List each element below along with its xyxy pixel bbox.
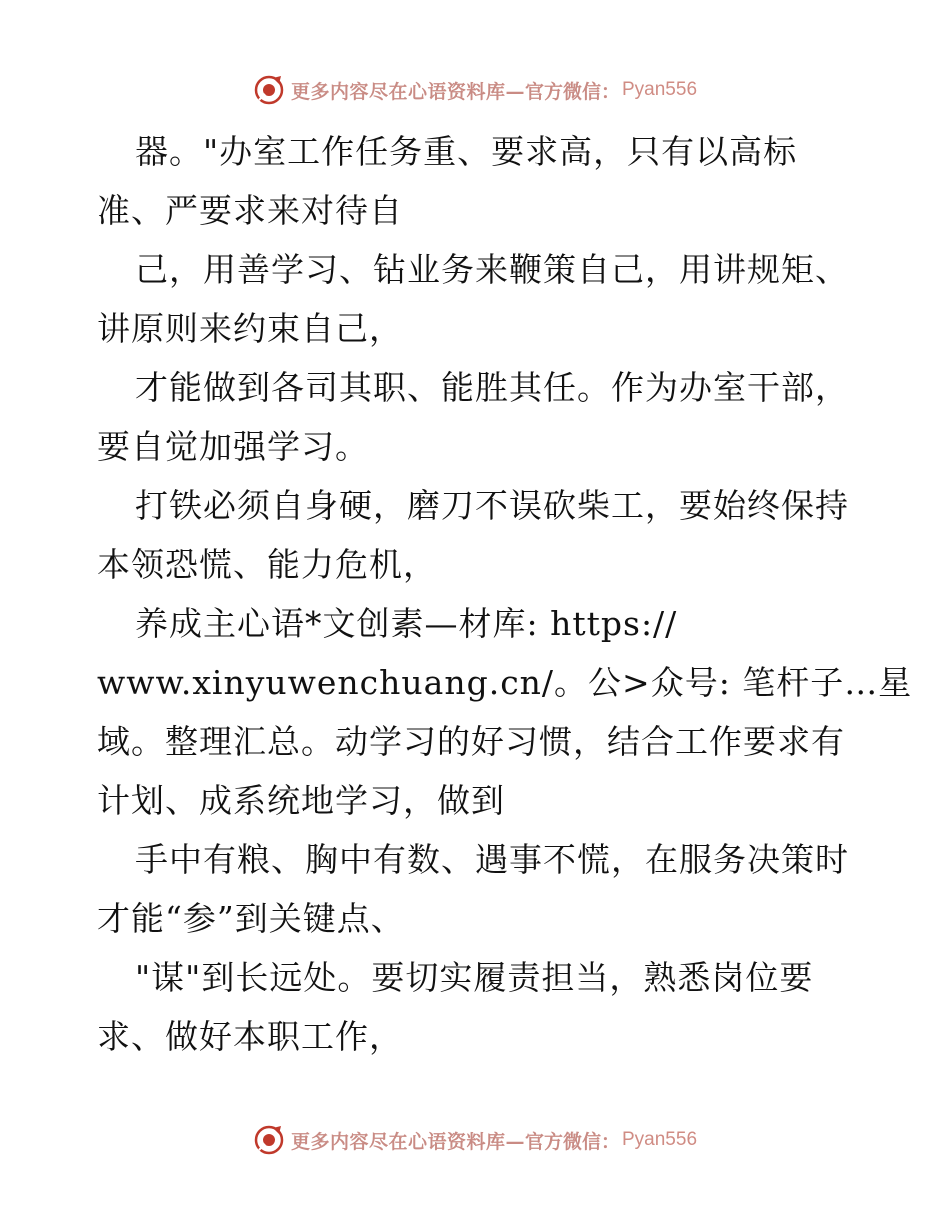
- body-line: 准、严要求来对待自: [97, 191, 403, 230]
- body-line: 养成主心语*文创素—材库: https://: [135, 604, 678, 643]
- body-line: 才能做到各司其职、能胜其任。作为办室干部，: [135, 368, 849, 407]
- header-watermark: [0, 70, 950, 110]
- body-line: 器。"办室工作任务重、要求高，只有以高标: [135, 132, 798, 171]
- document-body: [97, 122, 913, 1066]
- watermark-wechat-id: Pyan556: [622, 79, 698, 100]
- body-line: 求、做好本职工作，: [97, 1017, 403, 1056]
- body-line: 计划、成系统地学习，做到: [97, 781, 505, 820]
- body-line: 才能“参”到关键点、: [97, 899, 405, 938]
- body-line: 手中有粮、胸中有数、遇事不慌，在服务决策时: [135, 840, 849, 879]
- watermark-text: 更多内容尽在心语资料库—: [290, 80, 525, 103]
- body-line: 打铁必须自身硬，磨刀不误砍柴工，要始终保持: [135, 486, 849, 525]
- logo-icon: [253, 74, 285, 106]
- body-line: 讲原则来约束自己，: [97, 309, 403, 348]
- logo-icon: [253, 1124, 285, 1156]
- footer-watermark: [0, 1120, 950, 1160]
- watermark-text: 更多内容尽在心语资料库—: [290, 1130, 525, 1153]
- body-line: 要自觉加强学习。: [97, 427, 369, 466]
- body-line: 本领恐慌、能力危机，: [97, 545, 437, 584]
- body-line: 己，用善学习、钻业务来鞭策自己，用讲规矩、: [135, 250, 849, 289]
- body-line: "谋"到长远处。要切实履责担当，熟悉岗位要: [135, 958, 814, 997]
- watermark-wechat-id: Pyan556: [622, 1129, 698, 1150]
- watermark-wechat-label: 官方微信：: [524, 80, 620, 103]
- body-line: 域。整理汇总。动学习的好习惯，结合工作要求有: [97, 722, 845, 761]
- watermark-wechat-label: 官方微信：: [524, 1130, 620, 1153]
- body-line-url: www.xinyuwenchuang.cn/。公>众号: 笔杆子…星: [97, 663, 913, 702]
